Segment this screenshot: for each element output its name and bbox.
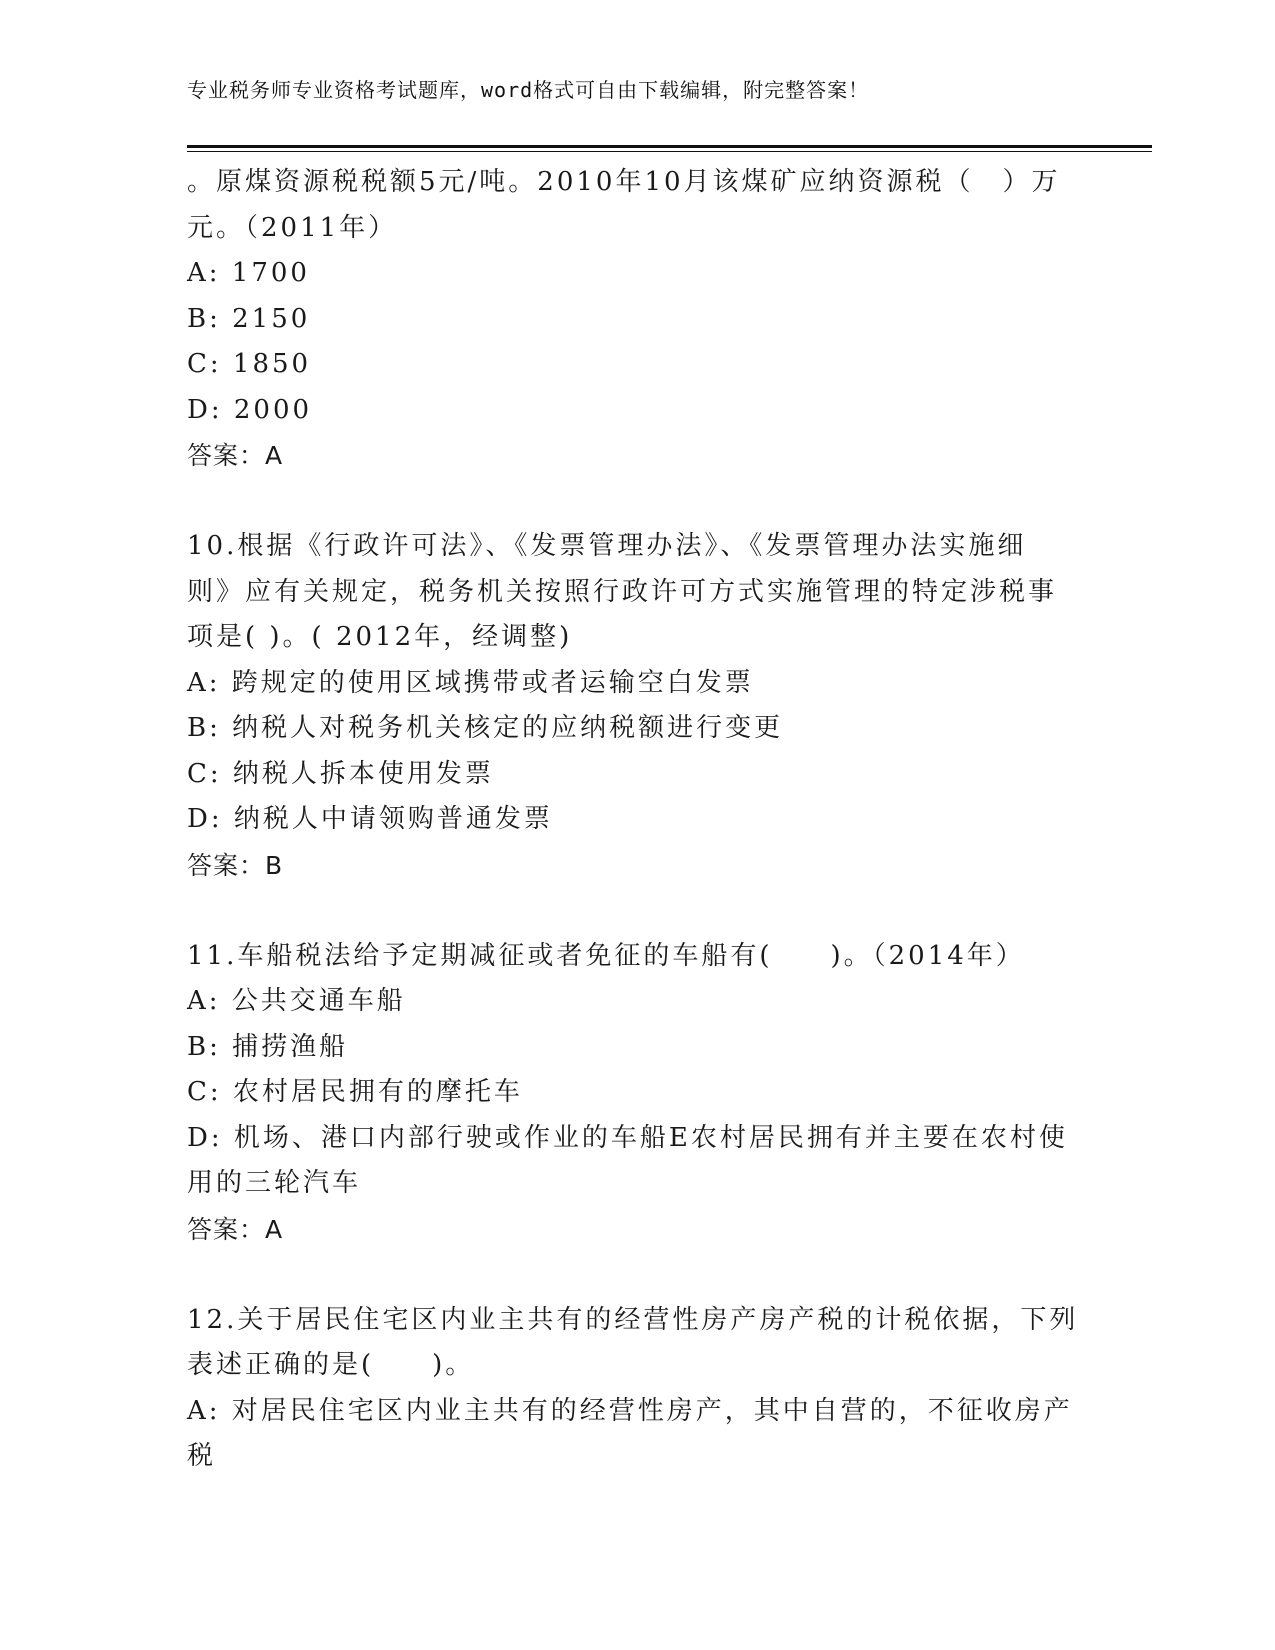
question-10-answer: 答案：B (187, 850, 284, 880)
question-9-option-b: B: 2150 (187, 303, 311, 334)
question-12-option-a-line-2: 税 (187, 1441, 217, 1471)
question-10 (187, 524, 1077, 888)
question-11-answer: 答案：A (187, 1214, 284, 1244)
question-9-stem-line-1: 。原煤资源税税额5元/吨。2010年10月该煤矿应纳资源税（ ）万 (187, 167, 1061, 197)
question-12-option-a-line-1: A: 对居民住宅区内业主共有的经营性房产，其中自营的，不征收房产 (187, 1395, 1073, 1426)
question-11-stem-line-1: 11.车船税法给予定期减征或者免征的车船有( )。（2014年） (187, 940, 1025, 971)
question-9-answer: 答案：A (187, 441, 284, 470)
question-10-option-c: C: 纳税人拆本使用发票 (187, 758, 494, 789)
page-header-note: 专业税务师专业资格考试题库，word格式可自由下载编辑，附完整答案！ (187, 78, 870, 102)
question-11-option-b: B: 捕捞渔船 (187, 1031, 349, 1062)
question-11-option-c: C: 农村居民拥有的摩托车 (187, 1077, 523, 1107)
question-10-option-b: B: 纳税人对税务机关核定的应纳税额进行变更 (187, 713, 784, 743)
spacer (187, 479, 1077, 525)
question-9-option-d: D: 2000 (187, 394, 313, 425)
header-rule-thick (187, 145, 1152, 148)
spacer (187, 1252, 1077, 1298)
question-10-option-a: A: 跨规定的使用区域携带或者运输空白发票 (187, 667, 754, 698)
spacer (187, 888, 1077, 934)
question-10-stem-line-3: 项是( )。( 2012年，经调整) (187, 622, 573, 652)
question-9-option-c: C: 1850 (187, 349, 312, 379)
question-12-stem-line-1: 12.关于居民住宅区内业主共有的经营性房产房产税的计税依据，下列 (187, 1304, 1079, 1335)
document-body (187, 160, 1077, 1480)
header-rule-thin (187, 151, 1152, 152)
question-9-option-a: A: 1700 (187, 258, 310, 288)
question-9-stem-line-2: 元。（2011年） (187, 212, 398, 243)
question-10-stem-line-1: 10.根据《行政许可法》、《发票管理办法》、《发票管理办法实施细 (187, 531, 1027, 561)
question-10-stem-line-2: 则》应有关规定，税务机关按照行政许可方式实施管理的特定涉税事 (187, 576, 1058, 607)
question-11-option-a: A: 公共交通车船 (187, 986, 406, 1016)
question-11-option-d-line-2: 用的三轮汽车 (187, 1168, 362, 1198)
question-12 (187, 1298, 1077, 1480)
question-11 (187, 934, 1077, 1253)
question-11-option-d-line-1: D: 机场、港口内部行驶或作业的车船E农村居民拥有并主要在农村使 (187, 1122, 1068, 1153)
question-12-stem-line-2: 表述正确的是( )。 (187, 1350, 475, 1380)
question-9 (187, 160, 1077, 479)
question-10-option-d: D: 纳税人中请领购普通发票 (187, 804, 553, 834)
